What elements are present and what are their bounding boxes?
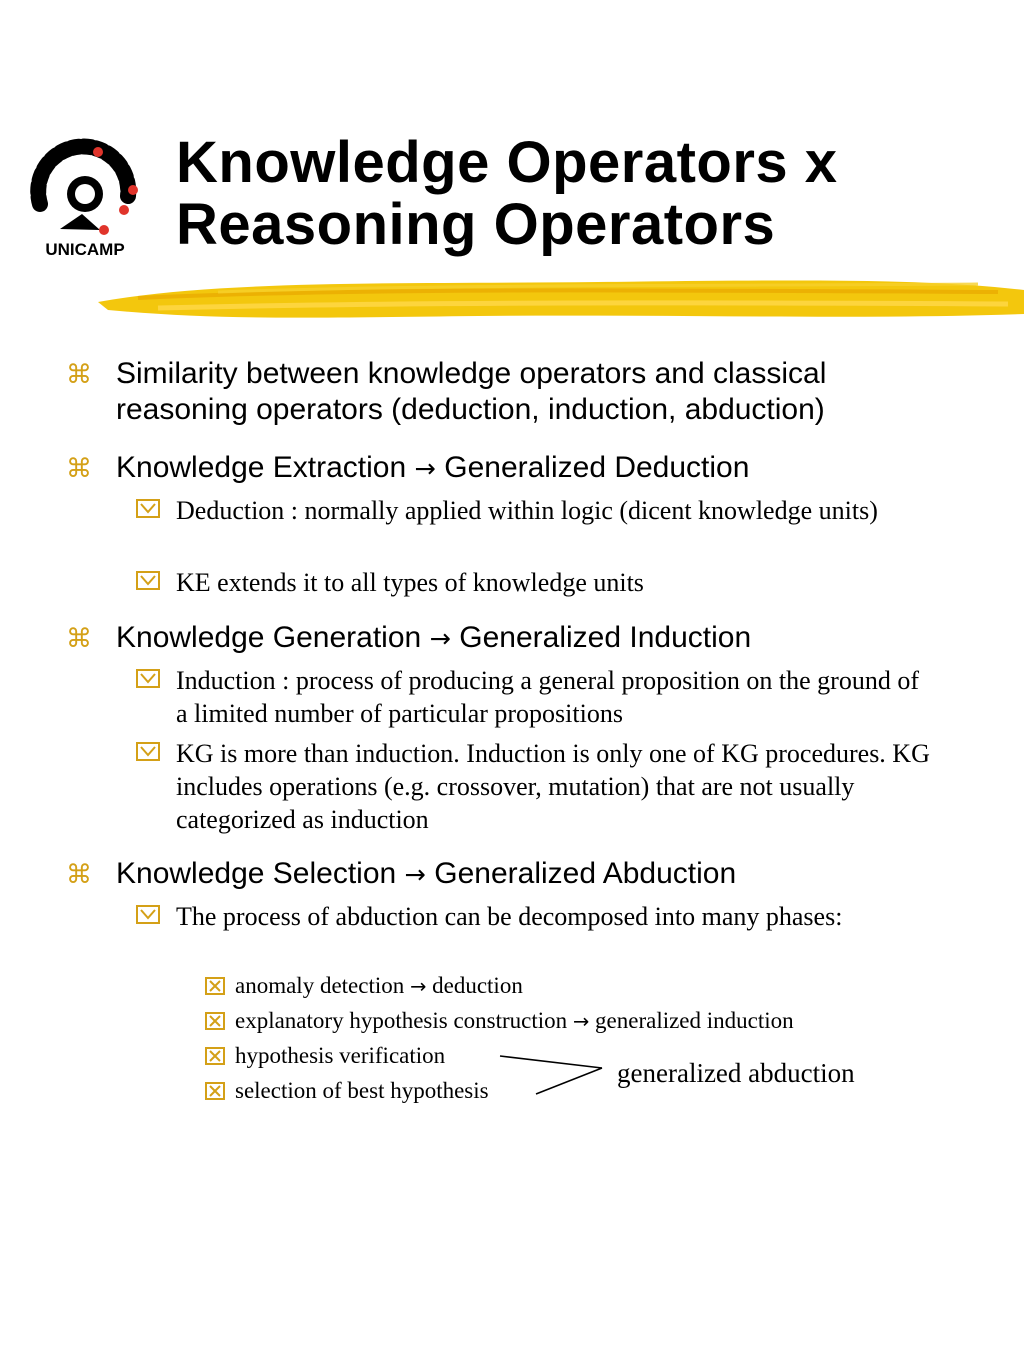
sub-bullet-text: KE extends it to all types of knowledge units — [176, 568, 644, 597]
checkbox-tick-icon — [136, 571, 160, 590]
operator-name: Knowledge Selection — [116, 857, 397, 890]
phase-name: anomaly detection — [235, 973, 405, 998]
logo-text: UNICAMP — [45, 240, 125, 259]
logo-emblem-icon — [20, 134, 150, 244]
generalized-abduction-annotation: generalized abduction — [617, 1058, 855, 1088]
grouping-lines — [498, 1050, 608, 1100]
reasoning-name: Generalized Deduction — [444, 451, 750, 484]
command-key-icon: ⌘ — [66, 359, 92, 389]
title-underline-brush — [98, 268, 1024, 328]
checkbox-tick-icon — [136, 905, 160, 924]
operator-name: Knowledge Extraction — [116, 451, 407, 484]
command-key-icon: ⌘ — [66, 453, 92, 483]
phase-name: selection of best hypothesis — [235, 1078, 489, 1103]
arrow-icon: → — [414, 454, 436, 484]
unicamp-logo — [20, 134, 150, 264]
arrow-icon: → — [429, 624, 451, 654]
sub-bullet-text: KG is more than induction. Induction is only one of KG procedures. KG includes operations (e.g. crossover, mutation) that are not usually categorized as induction — [176, 739, 930, 834]
arrow-icon: → — [410, 975, 427, 998]
sub-bullet-text: Induction : process of producing a general proposition on the ground of a limited number of particular propositions — [176, 666, 919, 728]
phase-name: hypothesis verification — [235, 1043, 446, 1068]
checkbox-tick-icon — [136, 669, 160, 688]
title-line-1: Knowledge Operators x — [176, 130, 838, 195]
checkbox-cross-icon — [205, 1047, 225, 1065]
checkbox-tick-icon — [136, 742, 160, 761]
checkbox-cross-icon — [205, 1012, 225, 1030]
title-line-2: Reasoning Operators — [176, 192, 776, 257]
checkbox-tick-icon — [136, 499, 160, 518]
phase-name: explanatory hypothesis construction — [235, 1008, 568, 1033]
reasoning-name: Generalized Abduction — [434, 857, 737, 890]
arrow-icon: → — [572, 1010, 590, 1033]
command-key-icon: ⌘ — [66, 623, 92, 653]
operator-name: Knowledge Generation — [116, 621, 422, 654]
checkbox-cross-icon — [205, 1082, 225, 1100]
bullet-text: Similarity between knowledge operators and classical reasoning operators (deduction, induction, abduction) — [116, 357, 827, 426]
sub-bullet-text: Deduction : normally applied within logic (dicent knowledge units) — [176, 496, 878, 525]
slide-title — [176, 132, 1006, 256]
phase-target: deduction — [432, 973, 523, 998]
command-key-icon: ⌘ — [66, 859, 92, 889]
arrow-icon: → — [404, 860, 426, 890]
phase-target: generalized induction — [595, 1008, 794, 1033]
sub-bullet-text: The process of abduction can be decomposed into many phases: — [176, 902, 843, 931]
checkbox-cross-icon — [205, 977, 225, 995]
reasoning-name: Generalized Induction — [459, 621, 752, 654]
